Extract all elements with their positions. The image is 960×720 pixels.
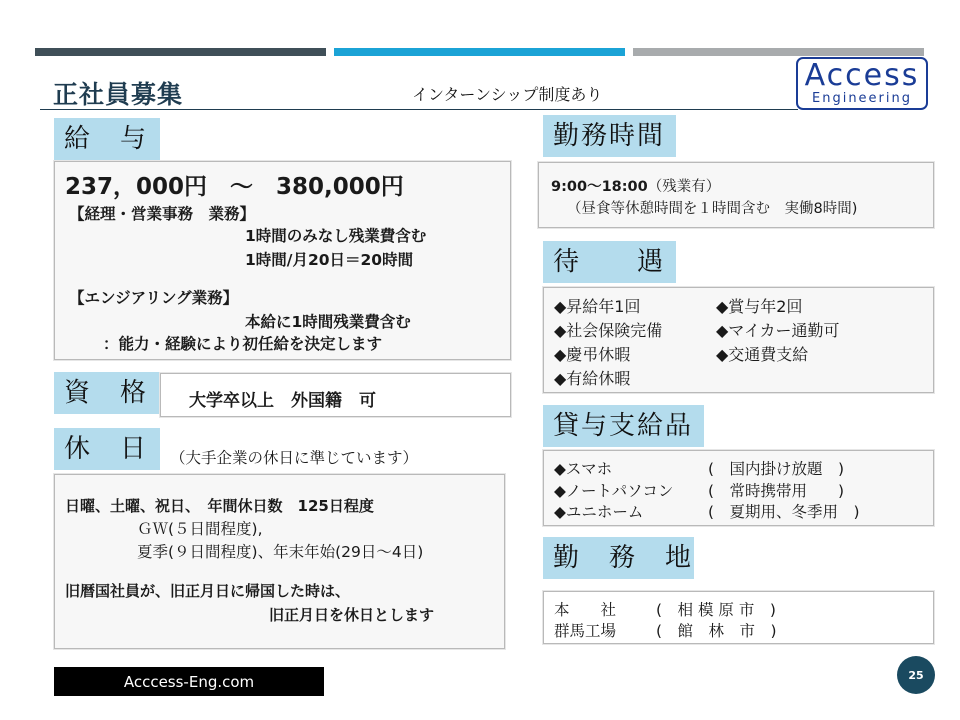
salary-eng-title: 【エンジアリング業務】 — [69, 289, 239, 307]
supplies-box — [543, 450, 934, 526]
holiday-line1: 日曜、土曜、祝日、 年間休日数 125日程度 — [65, 497, 374, 515]
holiday-line2: ＧＷ(５日間程度), — [137, 520, 263, 538]
hours-box — [538, 162, 934, 228]
supply-item: ◆ノートパソコン — [554, 482, 674, 500]
holiday-line3: 夏季(９日間程度)、年末年始(29日～4日) — [137, 543, 424, 561]
supply-detail: ( 夏期用、冬季用 ) — [708, 503, 860, 521]
holiday-note: （大手企業の休日に準じています） — [170, 449, 419, 467]
salary-office-line2: 1時間/月20日＝20時間 — [245, 251, 414, 269]
location-place: ( 館 林 市 ) — [656, 622, 777, 640]
hours-label: 勤務時間 — [543, 115, 676, 157]
supply-item: ◆スマホ — [554, 460, 613, 478]
company-logo — [796, 57, 928, 110]
hours-time-note: （残業有） — [647, 179, 721, 195]
location-name: 本 社 — [554, 601, 617, 619]
location-box — [543, 591, 934, 644]
salary-office-title: 【経理・営業事務 業務】 — [69, 205, 256, 223]
benefit-item: ◆社会保険完備 — [554, 321, 663, 340]
supply-item: ◆ユニホーム — [554, 503, 644, 521]
title-underline — [40, 109, 798, 110]
location-label: 勤 務 地 — [543, 537, 694, 579]
logo-sub-text: Engineering — [812, 91, 912, 106]
benefit-item: ◆マイカー通勤可 — [716, 321, 840, 340]
salary-range: 237，000円 ～ 380,000円 — [65, 174, 404, 200]
location-place: ( 相 模 原 市 ) — [656, 601, 776, 619]
hours-time: 9:00～18:00 — [551, 179, 648, 195]
logo-main-text: Access — [804, 58, 920, 93]
footer-site-link[interactable]: Acccess-Eng.com — [54, 667, 324, 696]
hours-line1 — [551, 175, 720, 196]
benefit-item: ◆慶弔休暇 — [554, 345, 631, 364]
supply-detail: ( 常時携帯用 ) — [708, 482, 845, 500]
header-bar-blue — [334, 48, 625, 56]
benefits-box — [543, 287, 934, 393]
salary-box — [54, 161, 511, 360]
header-bar-gray — [633, 48, 924, 56]
benefit-item: ◆賞与年2回 — [716, 297, 803, 316]
hours-line2: （昼食等休憩時間を１時間含む 実働8時間) — [567, 201, 858, 217]
benefits-label: 待 遇 — [543, 241, 676, 283]
benefit-item: ◆交通費支給 — [716, 345, 809, 364]
holiday-label: 休 日 — [54, 428, 160, 470]
salary-note: ：能力・経験により初任給を決定します — [103, 335, 383, 353]
salary-label: 給 与 — [54, 118, 160, 160]
page-title: 正社員募集 — [53, 80, 184, 109]
benefit-item: ◆有給休暇 — [554, 369, 631, 388]
holiday-line5: 旧正月日を休日とします — [269, 606, 435, 624]
holiday-line4: 旧暦国社員が、旧正月日に帰国した時は、 — [65, 582, 351, 600]
page-number: 25 — [897, 656, 935, 694]
benefit-item: ◆昇給年1回 — [554, 297, 641, 316]
page-subtitle: インターンシップ制度あり — [412, 85, 603, 104]
salary-office-line1: 1時間のみなし残業費含む — [245, 227, 427, 245]
header-bar-dark — [35, 48, 326, 56]
supplies-label: 貸与支給品 — [543, 405, 704, 447]
qualification-box — [160, 373, 511, 417]
qualification-label: 資 格 — [54, 372, 160, 414]
location-name: 群馬工場 — [554, 622, 617, 640]
qualification-value: 大学卒以上 外国籍 可 — [189, 391, 376, 411]
holiday-box — [54, 474, 505, 649]
supply-detail: ( 国内掛け放題 ) — [708, 460, 845, 478]
salary-eng-line1: 本給に1時間残業費含む — [245, 313, 411, 331]
